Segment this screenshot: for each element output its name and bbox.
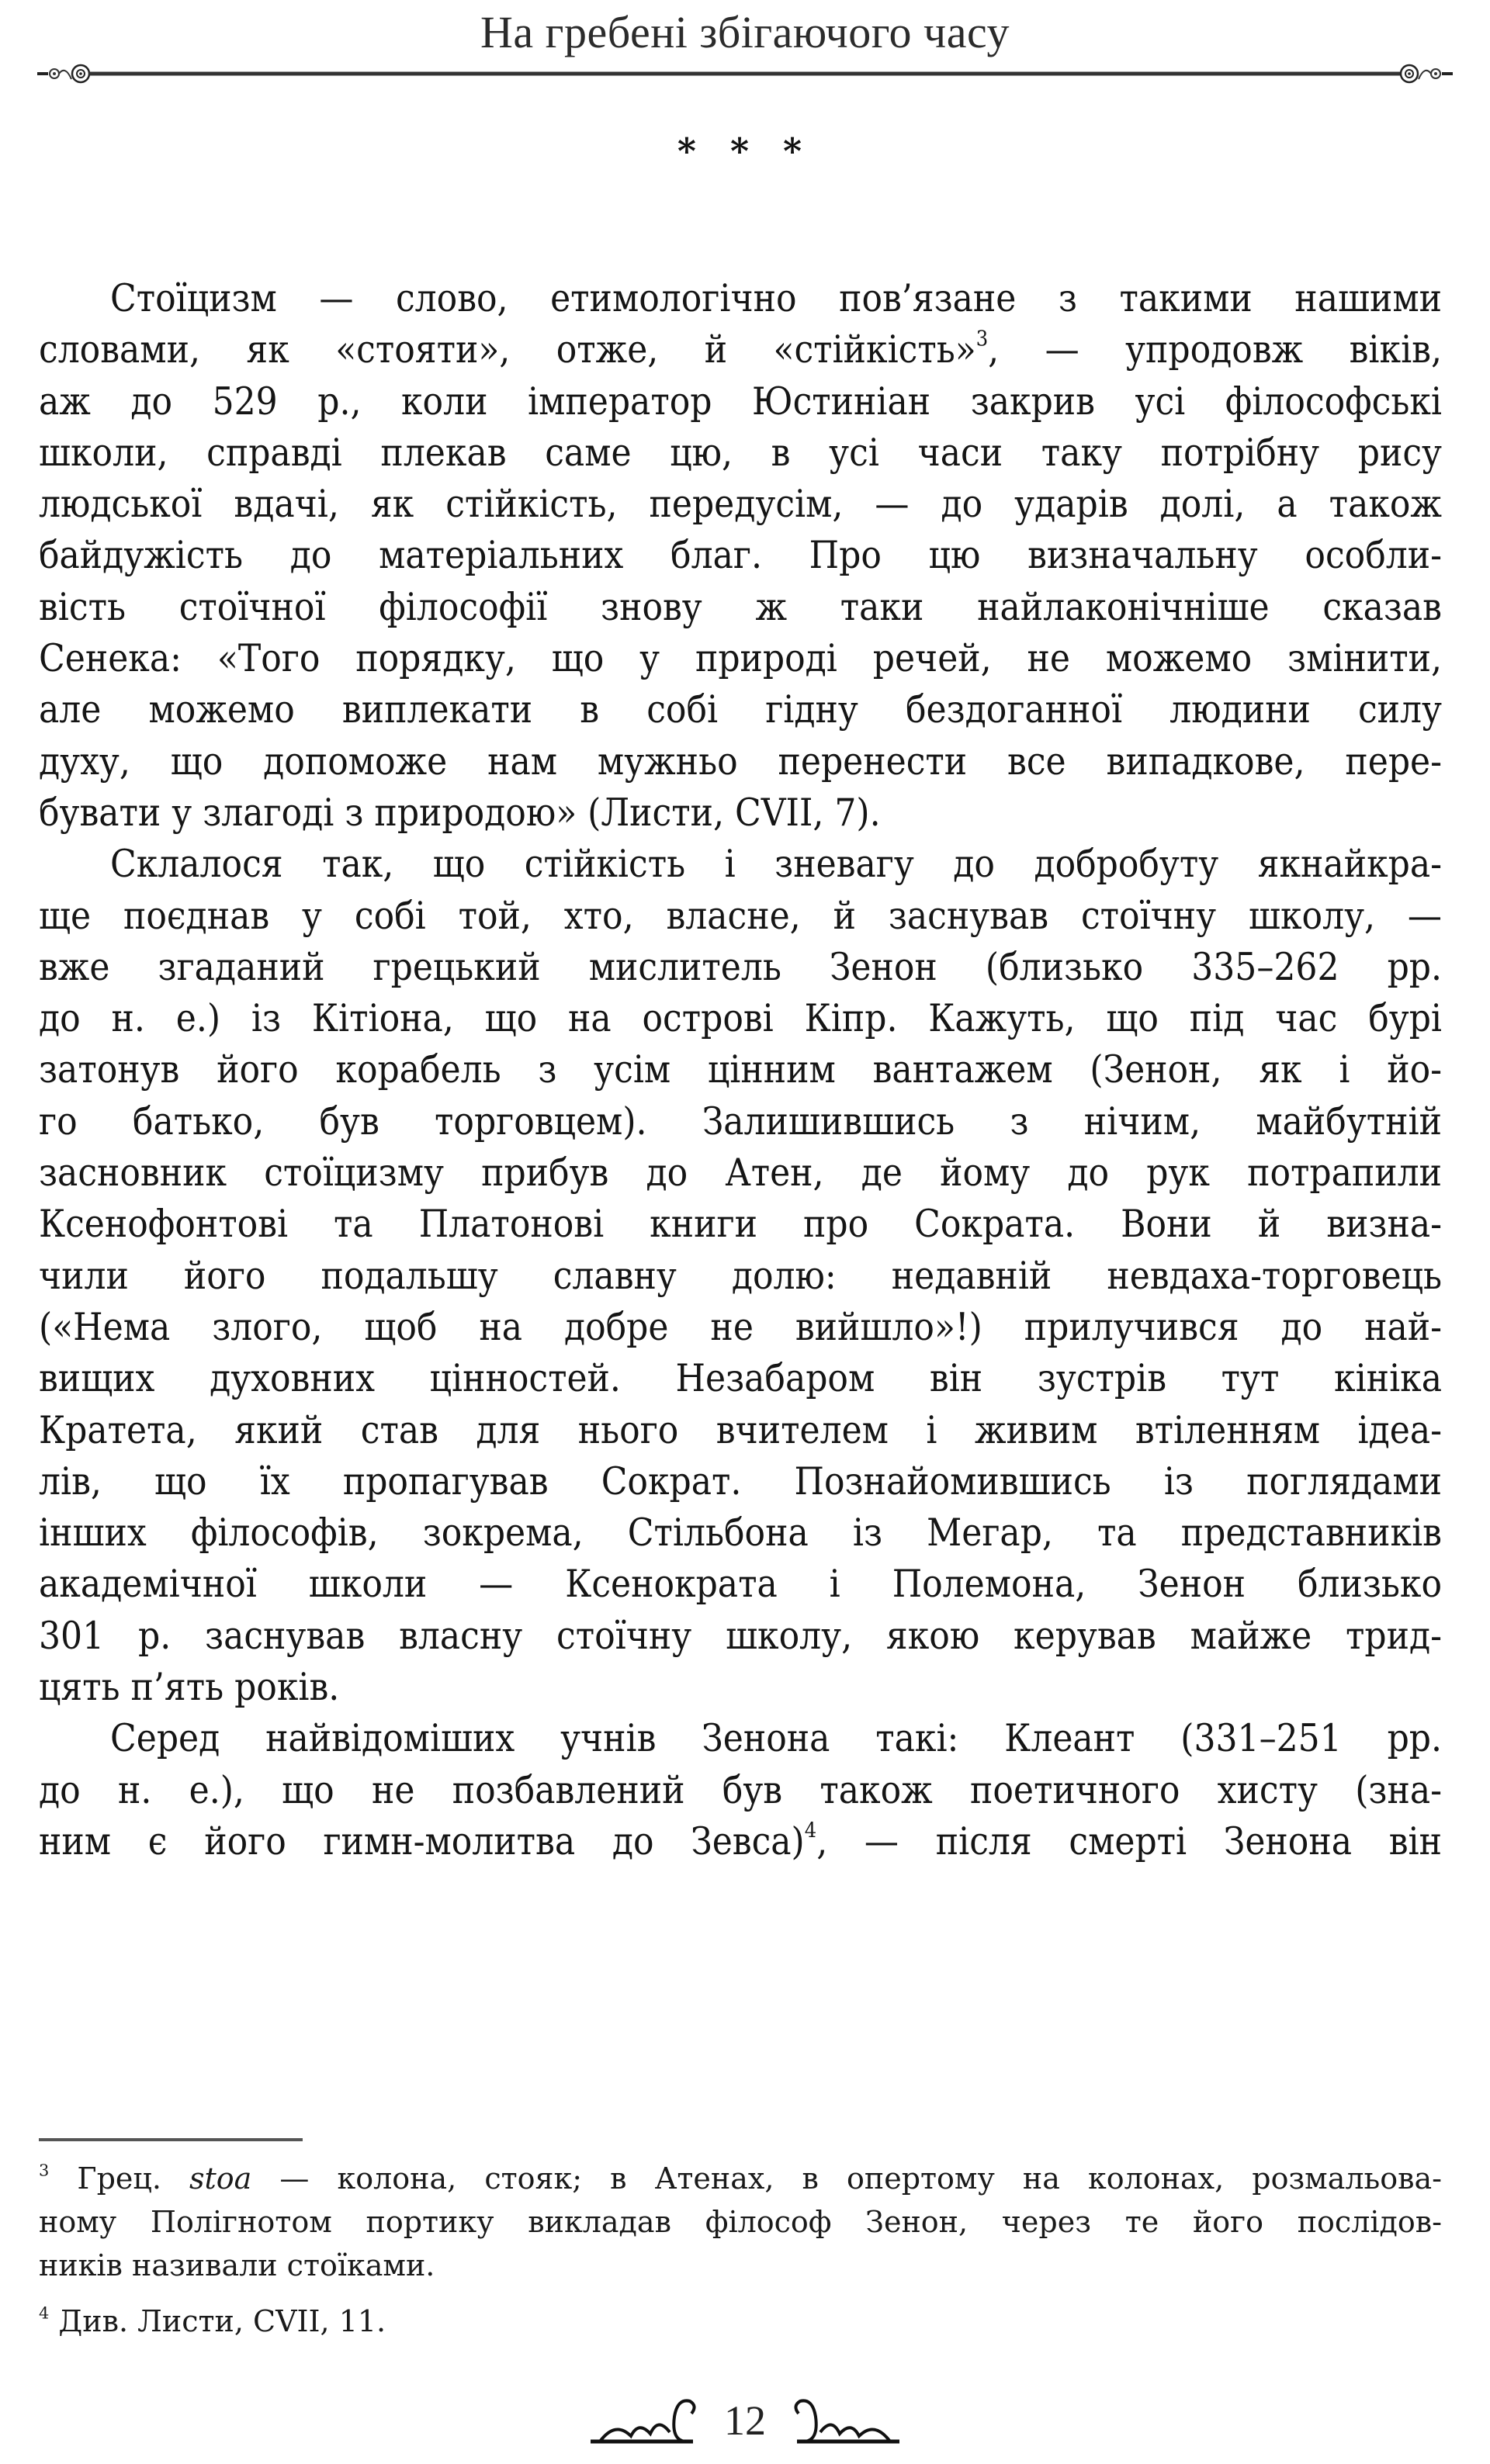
header-ornament-rule: [37, 64, 1453, 84]
text-line: школи, справді плекав саме цю, в усі часи таку потрібну рису: [39, 430, 1442, 475]
text-line: Стоїцизм — слово, етимологічно пов’язане з такими нашими: [110, 276, 1442, 320]
left-scroll-ornament-icon: [37, 65, 89, 82]
text-line: 301 р. заснував власну стоїчну школу, якою керував майже трид-: [39, 1613, 1442, 1658]
text-line: духу, що допоможе нам мужньо перенести все випадкове, пере-: [39, 739, 1442, 784]
section-break-asterisks: * * *: [677, 130, 813, 172]
text-line: $^4$ Див. Листи, CVII, 11.: [39, 2303, 386, 2338]
text-line: цять п’ять років.: [39, 1665, 340, 1710]
text-line: $^3$ Грец. stoa — колона, стояк; в Атенах, в опертому на колонах, розмальова-: [39, 2161, 1442, 2196]
text-line: але можемо виплекати в собі гідну бездоганної людини силу: [39, 687, 1442, 732]
text-line: людської вдачі, як стійкість, передусім, — до ударів долі, а також: [39, 482, 1442, 527]
right-scroll-ornament-icon: [1401, 65, 1453, 82]
text-line: Ксенофонтові та Платонові книги про Сократа. Вони й визна-: [39, 1202, 1442, 1247]
footnote-ref-4[interactable]: 4: [804, 1819, 817, 1843]
body-text: [39, 273, 1442, 1867]
right-flourish-ornament-icon: [789, 2393, 906, 2448]
paragraph-1: [39, 273, 1442, 839]
footnote-number: 4: [39, 2303, 50, 2323]
page-number: 12: [724, 2397, 766, 2444]
text-line: Кратета, який став для нього вчителем і живим втіленням ідеа-: [39, 1407, 1442, 1452]
text-line: («Нема злого, щоб на добре не вийшло»!) прилучився до най-: [39, 1304, 1442, 1349]
text-line: ному Полігнотом портику викладав філософ Зенон, через те його послідов-: [39, 2205, 1442, 2239]
text-line: вість стоїчної філософії знову ж таки найлаконічніше сказав: [39, 584, 1442, 629]
text-line: до н. е.) із Кітіона, що на острові Кіпр. Кажуть, що під час бурі: [39, 996, 1442, 1041]
paragraph-2: [39, 839, 1442, 1713]
text-line: ників називали стоїками.: [39, 2248, 435, 2282]
text-line: вже згаданий грецький мислитель Зенон (близько 335–262 рр.: [39, 944, 1442, 989]
text-line: затонув його корабель з усім цінним вантажем (Зенон, як і йо-: [39, 1047, 1442, 1092]
footnote-3: [39, 2157, 1442, 2287]
text-line: словами, як «стояти», отже, й «стійкість»$^3$, — упродовж віків,: [39, 327, 1442, 372]
footnote-ref-3[interactable]: 3: [975, 327, 989, 351]
text-line: чили його подальшу славну долю: недавній невдаха-торговець: [39, 1253, 1442, 1298]
text-line: го батько, був торговцем). Залишившись з нічим, майбутній: [39, 1099, 1442, 1144]
text-line: Склалося так, що стійкість і зневагу до добробуту якнайкра-: [110, 842, 1442, 887]
paragraph-3: [39, 1713, 1442, 1867]
text-line: вищих духовних цінностей. Незабаром він зустрів тут кініка: [39, 1356, 1442, 1401]
text-line: засновник стоїцизму прибув до Атен, де йому до рук потрапили: [39, 1151, 1442, 1196]
text-line: лів, що їх пропагував Сократ. Познайомившись із поглядами: [39, 1459, 1442, 1504]
page-footer: [0, 2390, 1490, 2452]
text-line: байдужість до матеріальних благ. Про цю визначальну особли-: [39, 533, 1442, 578]
text-line: до н. е.), що не позбавлений був також поетичного хисту (зна-: [39, 1767, 1442, 1812]
text-line: інших філософів, зокрема, Стільбона із Мегар, та представників: [39, 1511, 1442, 1556]
text-line: Серед найвідоміших учнів Зенона такі: Клеант (331–251 рр.: [110, 1716, 1442, 1761]
left-flourish-ornament-icon: [584, 2393, 701, 2448]
text-line: Сенека: «Того порядку, що у природі речей, не можемо змінити,: [39, 636, 1442, 681]
text-line: бувати у злагоді з природою» (Листи, CVII, 7).: [39, 790, 881, 835]
footnote-number: 3: [39, 2161, 50, 2180]
text-line: ним є його гимн-молитва до Зевса)$^4$, — після смерті Зенона він: [39, 1819, 1442, 1864]
footnote-4: [39, 2300, 1442, 2343]
text-line: ще поєднав у собі той, хто, власне, й заснував стоїчну школу, —: [39, 893, 1442, 938]
text-line: академічної школи — Ксенократа і Полемона, Зенон близько: [39, 1562, 1442, 1607]
running-head: На гребені збігаючого часу: [480, 7, 1010, 57]
italic-term: stoa: [189, 2161, 252, 2196]
text-line: аж до 529 р., коли імператор Юстиніан закрив усі філософські: [39, 379, 1442, 424]
footnote-separator: [39, 2138, 303, 2141]
footnotes: [39, 2157, 1442, 2355]
